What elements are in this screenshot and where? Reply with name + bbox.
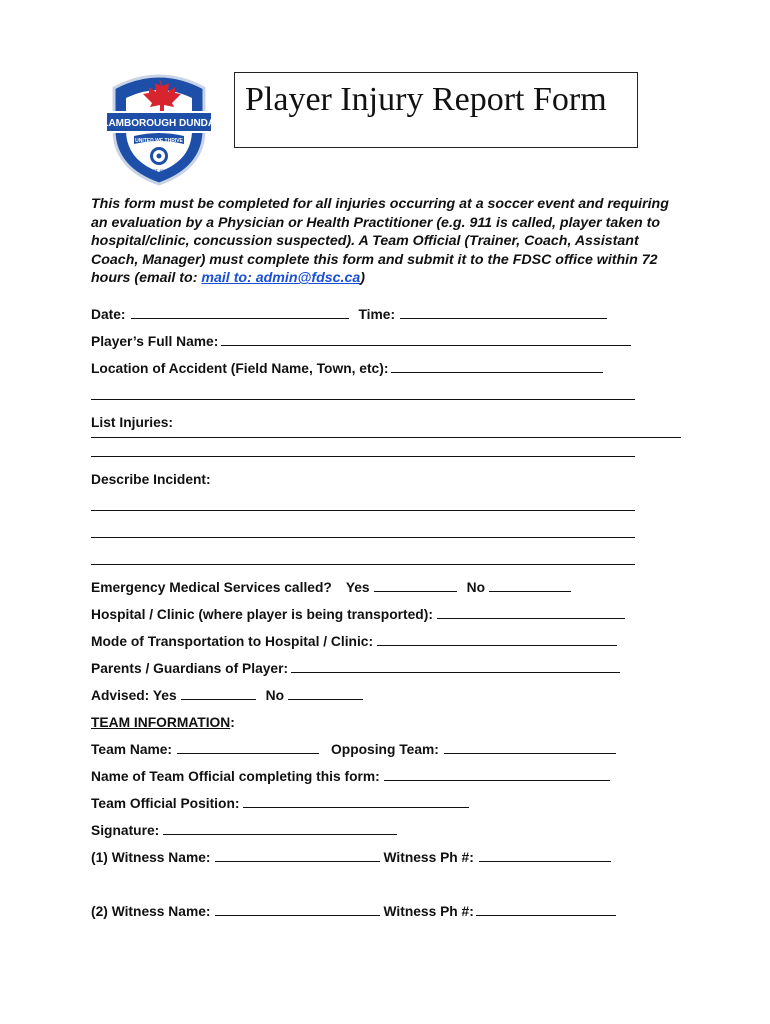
official-name-row [91, 764, 610, 784]
ems-row [91, 575, 571, 595]
opposing-team-field[interactable] [444, 752, 616, 754]
ems-yes-field[interactable] [374, 590, 457, 592]
witness2-phone-field[interactable] [476, 914, 616, 916]
list-injuries-row [91, 410, 173, 430]
describe-incident-row [91, 467, 211, 487]
player-name-row [91, 329, 631, 349]
signature-row [91, 818, 397, 838]
page-title: Player Injury Report Form [245, 81, 607, 118]
location-field-line2[interactable] [91, 399, 635, 400]
signature-label: Signature: [91, 823, 160, 838]
ems-yes-label: Yes [345, 580, 370, 595]
parents-row [91, 656, 620, 676]
describe-incident-label: Describe Incident: [91, 472, 211, 487]
official-name-label: Name of Team Official completing this form: [91, 769, 380, 784]
advised-row [91, 683, 363, 703]
team-info-colon: : [230, 715, 235, 730]
incident-field-line3[interactable] [91, 564, 635, 565]
transport-field[interactable] [377, 644, 617, 646]
list-injuries-label: List Injuries: [91, 415, 174, 430]
ems-label: Emergency Medical Services called? [91, 580, 332, 595]
advised-yes-field[interactable] [181, 698, 256, 700]
advised-yes-label: Advised: Yes [91, 688, 177, 703]
incident-field-line1[interactable] [91, 510, 635, 511]
advised-no-label: No [265, 688, 285, 703]
player-name-field[interactable] [221, 344, 631, 346]
hospital-label: Hospital / Clinic (where player is being transported): [91, 607, 433, 622]
date-field[interactable] [131, 317, 349, 319]
hospital-row [91, 602, 625, 622]
transport-row [91, 629, 617, 649]
time-label: Time: [358, 307, 396, 322]
team-info-heading-row [91, 710, 235, 730]
witness2-row [91, 899, 616, 919]
time-field[interactable] [400, 317, 607, 319]
ems-no-label: No [466, 580, 486, 595]
crest-motto: UNITED WE THRIVE [135, 138, 183, 144]
official-position-label: Team Official Position: [91, 796, 240, 811]
witness2-name-field[interactable] [215, 914, 380, 916]
witness2-name-label: (2) Witness Name: [91, 904, 211, 919]
advised-no-field[interactable] [288, 698, 363, 700]
date-time-row [91, 302, 607, 322]
signature-field[interactable] [163, 833, 397, 835]
intro-paragraph [91, 195, 681, 288]
witness1-name-label: (1) Witness Name: [91, 850, 211, 865]
email-link[interactable]: mail to: admin@fdsc.ca [201, 270, 361, 286]
crest-est: EST. 2011 [149, 168, 169, 173]
team-name-row [91, 737, 616, 757]
transport-label: Mode of Transportation to Hospital / Clinic: [91, 634, 374, 649]
intro-close: ) [360, 270, 365, 286]
witness1-name-field[interactable] [215, 860, 380, 862]
parents-field[interactable] [291, 671, 620, 673]
opposing-team-label: Opposing Team: [331, 742, 439, 757]
witness1-phone-label: Witness Ph #: [383, 850, 474, 865]
witness1-phone-field[interactable] [479, 860, 611, 862]
parents-label: Parents / Guardians of Player: [91, 661, 289, 676]
location-row [91, 356, 603, 376]
injuries-field-line2[interactable] [91, 456, 635, 457]
team-name-field[interactable] [177, 752, 319, 754]
club-crest-logo [96, 68, 222, 186]
player-name-label: Player’s Full Name: [91, 334, 219, 349]
hospital-field[interactable] [437, 617, 625, 619]
official-name-field[interactable] [384, 779, 610, 781]
witness1-row [91, 845, 611, 865]
ems-no-field[interactable] [489, 590, 571, 592]
location-label: Location of Accident (Field Name, Town, etc): [91, 361, 389, 376]
crest-banner-text: FLAMBOROUGH DUNDAS [96, 118, 222, 129]
official-position-field[interactable] [243, 806, 469, 808]
title-box [234, 72, 638, 148]
injuries-field-line1[interactable] [91, 437, 681, 438]
incident-field-line2[interactable] [91, 537, 635, 538]
date-label: Date: [91, 307, 126, 322]
team-name-label: Team Name: [91, 742, 173, 757]
official-position-row [91, 791, 469, 811]
team-info-heading: TEAM INFORMATION [91, 715, 231, 730]
witness2-phone-label: Witness Ph #: [383, 904, 474, 919]
intro-text: This form must be completed for all injuries occurring at a soccer event and requiring an evaluation by a Physician or Health Practitioner (e.g. 911 is called, player taken to hospital/clinic, concussion suspected). A Team Official (Trainer, Coach, Assistant Coach, Manager) must complete this form and submit it to the FDSC office within 72 hours (email to: [91, 196, 669, 286]
location-field[interactable] [391, 371, 603, 373]
